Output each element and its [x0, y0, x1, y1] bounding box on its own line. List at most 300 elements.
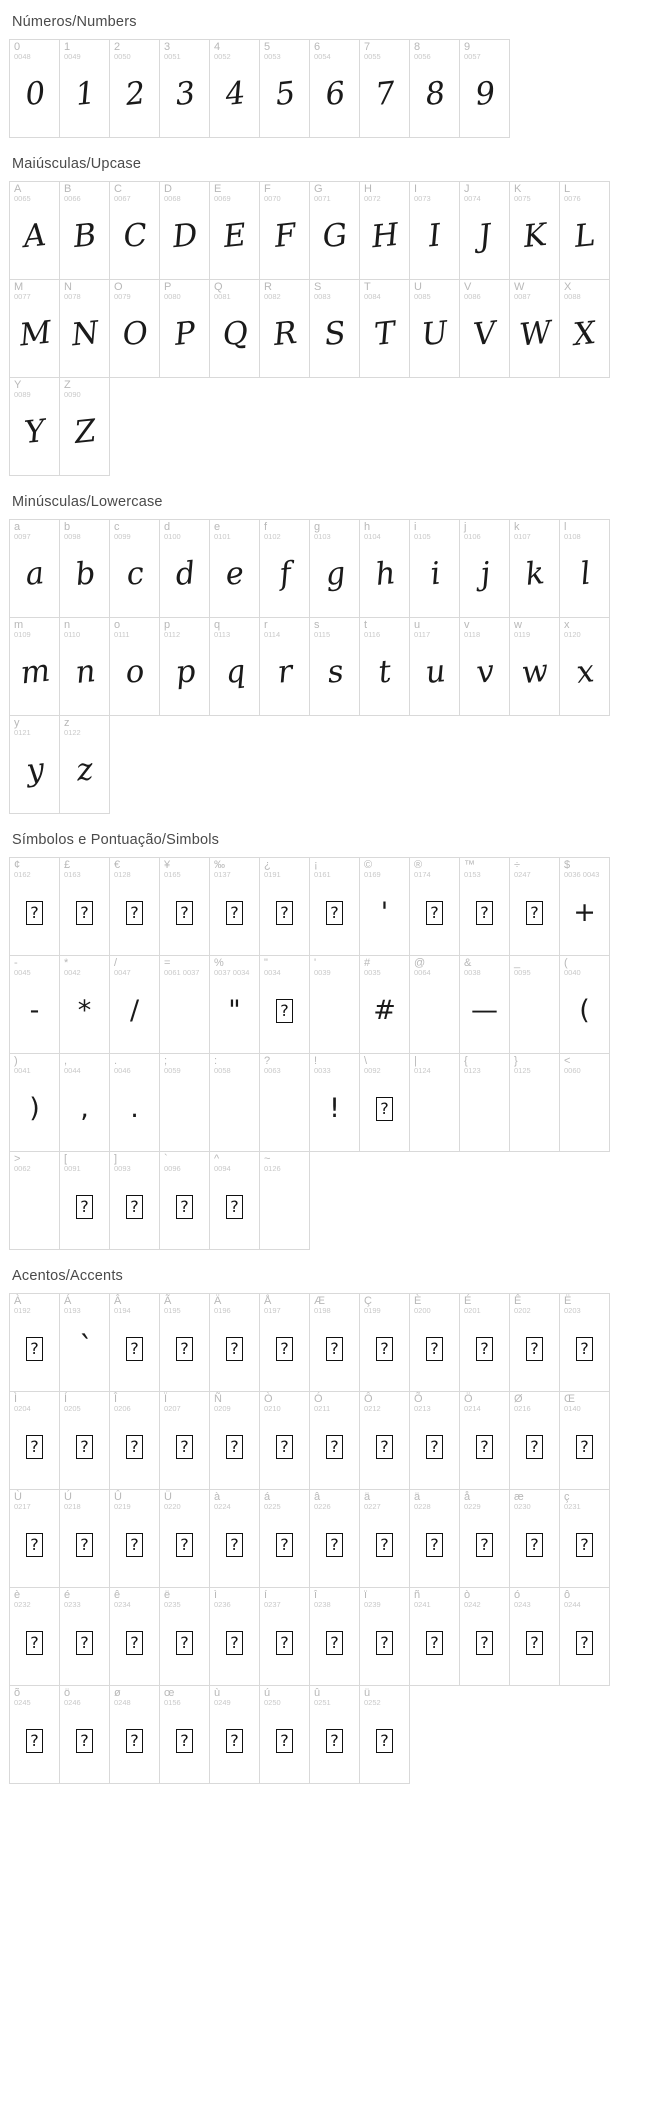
glyph-cell[interactable]	[459, 39, 510, 138]
glyph-cell[interactable]	[309, 519, 360, 618]
glyph-char-label: e	[214, 521, 221, 533]
glyph-char-label: S	[314, 281, 322, 293]
glyph-cell[interactable]	[459, 617, 510, 716]
glyph-code-label: 0244	[564, 1600, 581, 1609]
glyph-cell[interactable]	[559, 1489, 610, 1588]
glyph-cell[interactable]	[359, 181, 410, 280]
glyph-cell[interactable]	[59, 857, 110, 956]
glyph-cell[interactable]	[309, 1053, 360, 1152]
glyph-cell[interactable]	[359, 617, 410, 716]
glyph-cell[interactable]	[109, 955, 160, 1054]
glyph-render: Z	[72, 412, 98, 451]
glyph-char-label: K	[514, 183, 522, 195]
glyph-cell[interactable]	[59, 1685, 110, 1784]
glyph-cell[interactable]	[159, 1293, 210, 1392]
glyph-cell[interactable]	[559, 617, 610, 716]
glyph-cell[interactable]	[359, 39, 410, 138]
glyph-code-label: 0072	[364, 194, 381, 203]
glyph-render: Q	[220, 314, 250, 354]
glyph-cell[interactable]	[9, 715, 60, 814]
glyph-code-label: 0231	[564, 1502, 581, 1511]
glyph-render: /	[129, 995, 140, 1026]
section-title: Minúsculas/Lowercase	[12, 494, 163, 510]
glyph-cell[interactable]	[59, 1489, 110, 1588]
glyph-cell[interactable]	[409, 1053, 460, 1152]
glyph-code-label: 0062	[14, 1164, 31, 1173]
glyph-cell[interactable]	[9, 279, 60, 378]
glyph-char-label: Œ	[564, 1393, 575, 1405]
glyph-render: m	[18, 652, 52, 692]
section-title: Maiúsculas/Upcase	[12, 156, 142, 172]
glyph-cell[interactable]	[209, 955, 260, 1054]
glyph-cell[interactable]	[559, 1587, 610, 1686]
glyph-code-label: 0093	[114, 1164, 131, 1173]
glyph-cell[interactable]	[359, 279, 410, 378]
glyph-cell[interactable]	[359, 1293, 410, 1392]
glyph-code-label: 0115	[314, 630, 331, 639]
glyph-cell[interactable]	[509, 1587, 560, 1686]
glyph-char-label: æ	[514, 1491, 524, 1503]
glyph-char-label: Ñ	[214, 1393, 222, 1405]
glyph-cell[interactable]	[209, 181, 260, 280]
glyph-cell[interactable]	[259, 1391, 310, 1490]
glyph-char-label: 8	[414, 41, 421, 53]
glyph-cell[interactable]	[559, 519, 610, 618]
glyph-render: k	[523, 555, 547, 593]
glyph-cell[interactable]	[9, 955, 60, 1054]
glyph-char-label: !	[314, 1055, 318, 1067]
glyph-cell[interactable]	[59, 1587, 110, 1686]
glyph-cell[interactable]	[259, 857, 310, 956]
glyph-cell[interactable]	[359, 955, 410, 1054]
glyph-cell[interactable]	[309, 1293, 360, 1392]
glyph-code-label: 0090	[64, 390, 81, 399]
glyph-code-label: 0073	[414, 194, 431, 203]
notdef-box-icon	[226, 1337, 243, 1361]
glyph-render: A	[22, 216, 49, 256]
glyph-cell[interactable]	[509, 617, 560, 716]
notdef-box-icon	[376, 1729, 393, 1753]
glyph-cell[interactable]	[109, 1391, 160, 1490]
glyph-cell[interactable]	[59, 279, 110, 378]
glyph-cell[interactable]	[9, 181, 60, 280]
notdef-box-icon	[126, 1337, 143, 1361]
glyph-cell[interactable]	[559, 857, 610, 956]
glyph-char-label: k	[514, 521, 520, 533]
notdef-box-icon	[526, 901, 543, 925]
glyph-char-label: å	[464, 1491, 471, 1503]
glyph-cell[interactable]	[459, 1391, 510, 1490]
glyph-cell[interactable]	[509, 181, 560, 280]
glyph-cell[interactable]	[409, 617, 460, 716]
glyph-cell[interactable]	[359, 519, 410, 618]
glyph-cell[interactable]	[109, 1685, 160, 1784]
glyph-char-label: i	[414, 521, 417, 533]
glyph-cell[interactable]	[409, 857, 460, 956]
glyph-cell[interactable]	[9, 519, 60, 618]
glyph-code-label: 0210	[264, 1404, 281, 1413]
glyph-char-label: $	[564, 859, 571, 871]
glyph-code-label: 0243	[514, 1600, 531, 1609]
glyph-cell[interactable]	[9, 1685, 60, 1784]
glyph-cell[interactable]	[559, 955, 610, 1054]
glyph-cell[interactable]	[109, 39, 160, 138]
glyph-char-label: ä	[414, 1491, 421, 1503]
glyph-cell[interactable]	[59, 715, 110, 814]
glyph-cell[interactable]	[459, 279, 510, 378]
glyph-cell[interactable]	[9, 1293, 60, 1392]
glyph-char-label: 2	[114, 41, 121, 53]
glyph-cell[interactable]	[59, 1151, 110, 1250]
glyph-code-label: 0194	[114, 1306, 131, 1315]
glyph-cell[interactable]	[109, 1587, 160, 1686]
glyph-render: O	[120, 314, 150, 354]
glyph-cell[interactable]	[59, 377, 110, 476]
glyph-cell[interactable]	[409, 1489, 460, 1588]
glyph-cell[interactable]	[9, 39, 60, 138]
glyph-code-label: 0089	[14, 390, 31, 399]
glyph-render: -	[29, 995, 40, 1026]
glyph-code-label: 0113	[214, 630, 231, 639]
glyph-cell[interactable]	[359, 1685, 410, 1784]
glyph-char-label: ¢	[14, 859, 21, 871]
glyph-cell[interactable]	[159, 1489, 210, 1588]
glyph-cell[interactable]	[559, 1391, 610, 1490]
glyph-cell[interactable]	[159, 39, 210, 138]
glyph-render: f	[277, 555, 293, 593]
glyph-cell[interactable]	[159, 955, 210, 1054]
glyph-render: G	[320, 216, 350, 256]
glyph-cell[interactable]	[159, 519, 210, 618]
glyph-code-label: 0106	[464, 532, 481, 541]
glyph-code-label: 0250	[264, 1698, 281, 1707]
glyph-cell[interactable]	[109, 1053, 160, 1152]
notdef-box-icon	[276, 999, 293, 1023]
glyph-cell[interactable]	[309, 181, 360, 280]
glyph-char-label: T	[364, 281, 371, 293]
glyph-cell[interactable]	[209, 1391, 260, 1490]
glyph-cell[interactable]	[159, 857, 210, 956]
glyph-cell[interactable]	[159, 279, 210, 378]
glyph-cell[interactable]	[109, 1293, 160, 1392]
notdef-box-icon	[26, 1337, 43, 1361]
glyph-render: 9	[473, 75, 497, 113]
glyph-render: x	[574, 653, 596, 691]
notdef-box-icon	[476, 901, 493, 925]
glyph-char-label: ?	[264, 1055, 271, 1067]
glyph-cell[interactable]	[559, 1293, 610, 1392]
glyph-cell[interactable]	[59, 39, 110, 138]
glyph-cell[interactable]	[59, 519, 110, 618]
glyph-cell[interactable]	[209, 1685, 260, 1784]
glyph-code-label: 0079	[114, 292, 131, 301]
glyph-cell[interactable]	[359, 857, 410, 956]
glyph-cell[interactable]	[309, 1489, 360, 1588]
glyph-char-label: y	[14, 717, 20, 729]
glyph-cell[interactable]	[209, 279, 260, 378]
glyph-cell[interactable]	[209, 519, 260, 618]
glyph-code-label: 0070	[264, 194, 281, 203]
glyph-cell[interactable]	[509, 857, 560, 956]
glyph-cell[interactable]	[559, 181, 610, 280]
glyph-cell[interactable]	[59, 1293, 110, 1392]
glyph-render: '	[380, 897, 389, 928]
notdef-box-icon	[326, 1631, 343, 1655]
glyph-cell[interactable]	[109, 1151, 160, 1250]
glyph-render: y	[24, 751, 46, 789]
glyph-cell[interactable]	[9, 1151, 60, 1250]
glyph-cell[interactable]	[159, 181, 210, 280]
glyph-cell[interactable]	[259, 519, 310, 618]
glyph-cell[interactable]	[159, 1587, 210, 1686]
glyph-cell[interactable]	[109, 279, 160, 378]
glyph-code-label: 0050	[114, 52, 131, 61]
glyph-cell[interactable]	[459, 1293, 510, 1392]
glyph-cell[interactable]	[209, 1489, 260, 1588]
glyph-cell[interactable]	[309, 279, 360, 378]
glyph-cell[interactable]	[209, 39, 260, 138]
glyph-cell[interactable]	[359, 1587, 410, 1686]
glyph-char-label: ç	[564, 1491, 570, 1503]
glyph-cell[interactable]	[409, 279, 460, 378]
glyph-code-label: 0124	[414, 1066, 431, 1075]
notdef-box-icon	[26, 1435, 43, 1459]
glyph-cell[interactable]	[459, 1053, 510, 1152]
glyph-code-label: 0086	[464, 292, 481, 301]
glyph-cell[interactable]	[259, 39, 310, 138]
glyph-code-label: 0128	[114, 870, 131, 879]
glyph-render: P	[172, 314, 198, 353]
glyph-code-label: 0207	[164, 1404, 181, 1413]
glyph-render: V	[472, 314, 499, 354]
glyph-cell[interactable]	[459, 1587, 510, 1686]
glyph-char-label: Ô	[364, 1393, 373, 1405]
glyph-code-label: 0055	[364, 52, 381, 61]
glyph-cell[interactable]	[259, 279, 310, 378]
glyph-cell[interactable]	[409, 955, 460, 1054]
glyph-code-label: 0209	[214, 1404, 231, 1413]
glyph-cell[interactable]	[559, 1053, 610, 1152]
glyph-cell[interactable]	[109, 519, 160, 618]
glyph-code-label: 0053	[264, 52, 281, 61]
glyph-cell[interactable]	[259, 1685, 310, 1784]
glyph-render: —	[471, 995, 498, 1026]
glyph-cell[interactable]	[409, 181, 460, 280]
glyph-cell[interactable]	[9, 1489, 60, 1588]
glyph-code-label: 0119	[514, 630, 531, 639]
glyph-cell[interactable]	[59, 1053, 110, 1152]
glyph-char-label: [	[64, 1153, 68, 1165]
notdef-box-icon	[276, 1533, 293, 1557]
glyph-cell[interactable]	[509, 1053, 560, 1152]
glyph-code-label: 0251	[314, 1698, 331, 1707]
glyph-cell[interactable]	[109, 181, 160, 280]
glyph-cell[interactable]	[309, 1587, 360, 1686]
glyph-cell[interactable]	[9, 1391, 60, 1490]
glyph-cell[interactable]	[109, 617, 160, 716]
glyph-cell[interactable]	[109, 857, 160, 956]
glyph-cell[interactable]	[409, 1391, 460, 1490]
glyph-cell[interactable]	[459, 857, 510, 956]
glyph-cell[interactable]	[259, 1587, 310, 1686]
glyph-cell[interactable]	[409, 519, 460, 618]
glyph-cell[interactable]	[409, 1587, 460, 1686]
glyph-cell[interactable]	[9, 1053, 60, 1152]
notdef-box-icon	[226, 1631, 243, 1655]
glyph-render: Y	[23, 412, 48, 451]
glyph-char-label: ™	[464, 859, 475, 871]
glyph-code-label: 0098	[64, 532, 81, 541]
glyph-char-label: œ	[164, 1687, 175, 1699]
glyph-cell[interactable]	[359, 1053, 410, 1152]
glyph-char-label: Ë	[564, 1295, 572, 1307]
glyph-cell[interactable]	[109, 1489, 160, 1588]
glyph-cell[interactable]	[209, 617, 260, 716]
glyph-code-label: 0099	[114, 532, 131, 541]
glyph-code-label: 0085	[414, 292, 431, 301]
glyph-char-label: ù	[214, 1687, 221, 1699]
glyph-cell[interactable]	[509, 1293, 560, 1392]
glyph-cell[interactable]	[259, 1293, 310, 1392]
glyph-cell[interactable]	[9, 857, 60, 956]
glyph-cell[interactable]	[309, 39, 360, 138]
glyph-cell[interactable]	[459, 1489, 510, 1588]
glyph-cell[interactable]	[209, 857, 260, 956]
glyph-code-label: 0040	[564, 968, 581, 977]
glyph-render: q	[223, 653, 247, 691]
glyph-char-label: ]	[114, 1153, 118, 1165]
glyph-cell[interactable]	[309, 1685, 360, 1784]
glyph-cell[interactable]	[9, 1587, 60, 1686]
glyph-cell[interactable]	[159, 1685, 210, 1784]
glyph-cell[interactable]	[259, 955, 310, 1054]
glyph-char-label: Î	[114, 1393, 118, 1405]
glyph-cell[interactable]	[259, 617, 310, 716]
glyph-char-label: (	[564, 957, 568, 969]
glyph-cell[interactable]	[509, 279, 560, 378]
glyph-cell[interactable]	[9, 377, 60, 476]
glyph-grid	[10, 182, 649, 476]
glyph-render: a	[23, 555, 47, 593]
glyph-cell[interactable]	[459, 955, 510, 1054]
glyph-cell[interactable]	[159, 1151, 210, 1250]
glyph-cell[interactable]	[459, 519, 510, 618]
glyph-cell[interactable]	[309, 857, 360, 956]
glyph-char-label: @	[414, 957, 426, 969]
glyph-render: j	[478, 555, 492, 593]
glyph-char-label: è	[14, 1589, 21, 1601]
glyph-char-label: 5	[264, 41, 271, 53]
glyph-char-label: Â	[114, 1295, 122, 1307]
glyph-code-label: 0039	[314, 968, 331, 977]
glyph-cell[interactable]	[59, 181, 110, 280]
notdef-box-icon	[226, 1435, 243, 1459]
glyph-cell[interactable]	[59, 1391, 110, 1490]
glyph-char-label: Z	[64, 379, 71, 391]
notdef-box-icon	[426, 1435, 443, 1459]
notdef-box-icon	[526, 1631, 543, 1655]
glyph-char-label: a	[14, 521, 21, 533]
glyph-cell[interactable]	[159, 1391, 210, 1490]
glyph-code-label: 0058	[214, 1066, 231, 1075]
glyph-cell[interactable]	[409, 1293, 460, 1392]
glyph-code-label: 0082	[264, 292, 281, 301]
glyph-render: )	[29, 1093, 40, 1124]
glyph-cell[interactable]	[509, 519, 560, 618]
glyph-cell[interactable]	[59, 617, 110, 716]
glyph-char-label: ¡	[314, 859, 318, 871]
glyph-render: N	[69, 314, 101, 354]
glyph-code-label: 0095	[514, 968, 531, 977]
notdef-box-icon	[126, 1195, 143, 1219]
glyph-cell[interactable]	[459, 181, 510, 280]
glyph-code-label: 0162	[14, 870, 31, 879]
glyph-render: H	[369, 216, 401, 256]
glyph-code-label: 0203	[564, 1306, 581, 1315]
glyph-char-label: Á	[64, 1295, 72, 1307]
glyph-code-label: 0252	[364, 1698, 381, 1707]
glyph-cell[interactable]	[159, 1053, 210, 1152]
glyph-cell[interactable]	[259, 1151, 310, 1250]
glyph-cell[interactable]	[259, 181, 310, 280]
glyph-cell[interactable]	[509, 955, 560, 1054]
glyph-cell[interactable]	[59, 955, 110, 1054]
glyph-cell[interactable]	[309, 1391, 360, 1490]
glyph-cell[interactable]	[209, 1293, 260, 1392]
glyph-char-label: ~	[264, 1153, 271, 1165]
glyph-code-label: 0236	[214, 1600, 231, 1609]
glyph-char-label: =	[164, 957, 171, 969]
glyph-cell[interactable]	[159, 617, 210, 716]
glyph-code-label: 0126	[264, 1164, 281, 1173]
notdef-box-icon	[176, 1533, 193, 1557]
glyph-cell[interactable]	[509, 1489, 560, 1588]
glyph-cell[interactable]	[559, 279, 610, 378]
glyph-section	[0, 0, 661, 138]
glyph-char-label: }	[514, 1055, 518, 1067]
glyph-render: L	[572, 216, 598, 255]
glyph-char-label: í	[264, 1589, 268, 1601]
glyph-code-label: 0105	[414, 532, 431, 541]
glyph-cell[interactable]	[409, 39, 460, 138]
glyph-cell[interactable]	[209, 1587, 260, 1686]
glyph-section	[0, 1254, 661, 1784]
glyph-code-label: 0161	[314, 870, 331, 879]
glyph-char-label: D	[164, 183, 172, 195]
glyph-cell[interactable]	[259, 1489, 310, 1588]
glyph-char-label: ,	[64, 1055, 68, 1067]
notdef-box-icon	[76, 1435, 93, 1459]
notdef-box-icon	[76, 1533, 93, 1557]
glyph-cell[interactable]	[309, 955, 360, 1054]
glyph-cell[interactable]	[509, 1391, 560, 1490]
glyph-cell[interactable]	[259, 1053, 310, 1152]
glyph-code-label: 0048	[14, 52, 31, 61]
glyph-cell[interactable]	[9, 617, 60, 716]
glyph-cell[interactable]	[209, 1053, 260, 1152]
glyph-cell[interactable]	[209, 1151, 260, 1250]
glyph-cell[interactable]	[359, 1489, 410, 1588]
glyph-cell[interactable]	[309, 617, 360, 716]
notdef-box-icon	[376, 1533, 393, 1557]
glyph-char-label: "	[264, 957, 268, 969]
glyph-char-label: I	[414, 183, 418, 195]
glyph-char-label: j	[464, 521, 467, 533]
glyph-render: z	[75, 751, 96, 789]
glyph-char-label: Å	[264, 1295, 272, 1307]
notdef-box-icon	[326, 1435, 343, 1459]
glyph-cell[interactable]	[359, 1391, 410, 1490]
